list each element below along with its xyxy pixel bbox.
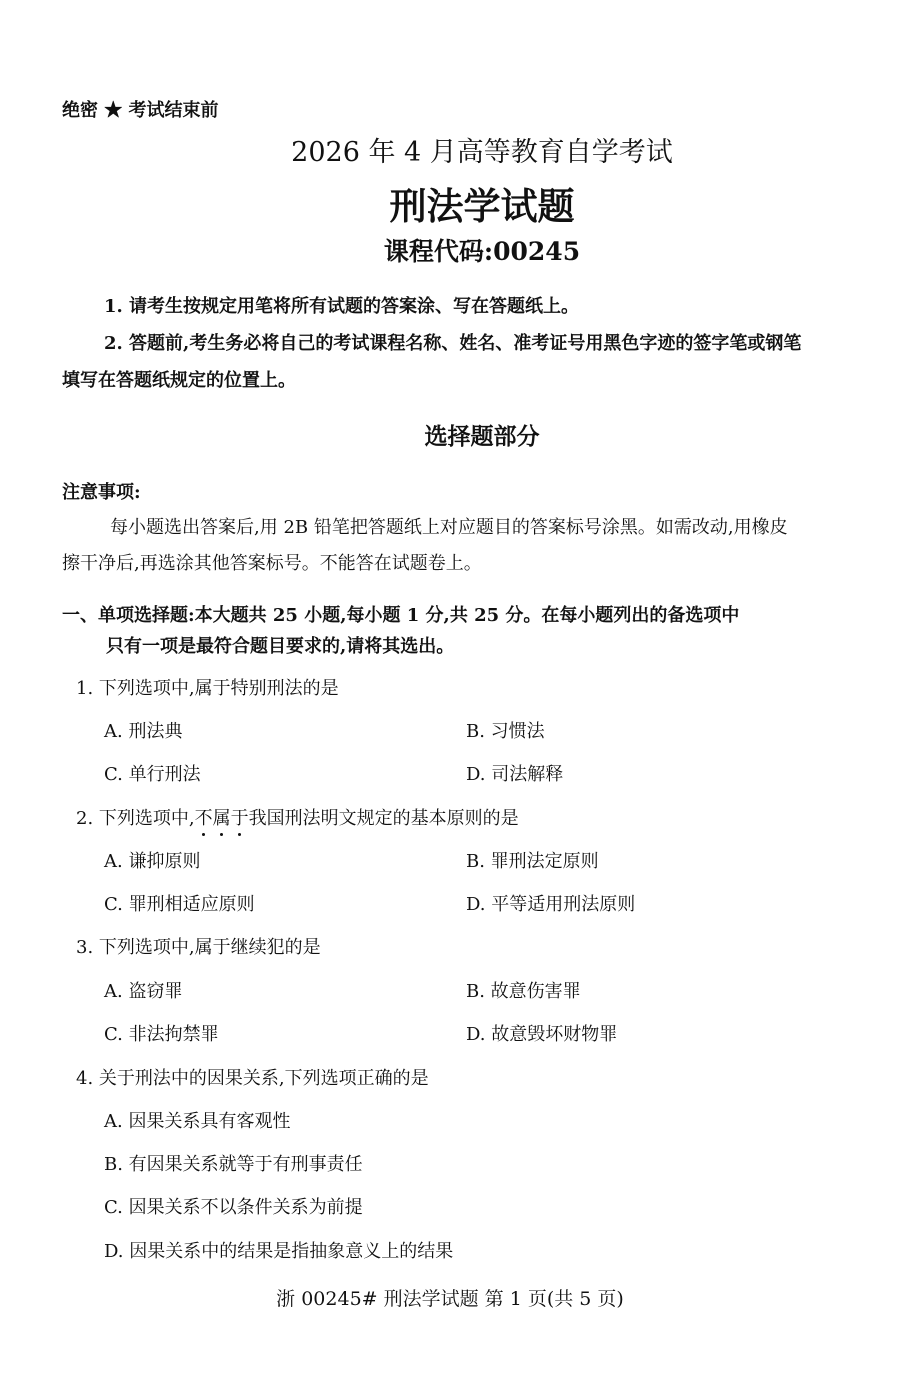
question-3-option-d: D. 故意毁坏财物罪 [466, 1024, 618, 1045]
confidential-label: 绝密 ★ 考试结束前 [62, 100, 219, 121]
question-1-option-c: C. 单行刑法 [104, 764, 201, 785]
emphasis-dot [238, 833, 241, 836]
instruction-2-line2: 填写在答题纸规定的位置上。 [62, 370, 296, 391]
question-2-option-c: C. 罪刑相适应原则 [104, 894, 255, 915]
question-1-stem: 1. 下列选项中,属于特别刑法的是 [76, 678, 339, 699]
part-one-heading-line2: 只有一项是最符合题目要求的,请将其选出。 [106, 636, 455, 657]
emphasis-char: 不 [195, 808, 213, 829]
question-2-stem-prefix: 2. 下列选项中, [76, 808, 195, 829]
notes-line-2: 擦干净后,再选涂其他答案标号。不能答在试题卷上。 [62, 553, 482, 574]
instruction-2-line1: 2. 答题前,考生务必将自己的考试课程名称、姓名、准考证号用黑色字迹的签字笔或钢笔 [104, 333, 802, 354]
question-1-option-d: D. 司法解释 [466, 764, 564, 785]
section-title: 选择题部分 [424, 423, 540, 450]
question-2-stem [76, 804, 519, 830]
question-4-stem: 4. 关于刑法中的因果关系,下列选项正确的是 [76, 1068, 429, 1089]
emphasis-dot [220, 833, 223, 836]
question-4-option-c: C. 因果关系不以条件关系为前提 [104, 1197, 363, 1218]
exam-title: 2026 年 4 月高等教育自学考试 [291, 137, 673, 168]
part-one-heading-line1: 一、单项选择题:本大题共 25 小题,每小题 1 分,共 25 分。在每小题列出的备选项中 [62, 605, 740, 626]
question-4-option-d: D. 因果关系中的结果是指抽象意义上的结果 [104, 1241, 454, 1262]
question-3-stem: 3. 下列选项中,属于继续犯的是 [76, 937, 321, 958]
notes-heading: 注意事项: [62, 482, 141, 503]
question-2-stem-suffix: 我国刑法明文规定的基本原则的是 [248, 808, 519, 829]
question-1-option-b: B. 习惯法 [466, 721, 545, 742]
course-code: 课程代码:00245 [383, 237, 581, 266]
question-3-option-b: B. 故意伤害罪 [466, 981, 581, 1002]
question-4-option-a: A. 因果关系具有客观性 [104, 1111, 291, 1132]
emphasis-char: 属 [213, 808, 231, 829]
question-4-option-b: B. 有因果关系就等于有刑事责任 [104, 1154, 363, 1175]
notes-line-1: 每小题选出答案后,用 2B 铅笔把答题纸上对应题目的答案标号涂黑。如需改动,用橡皮 [110, 517, 788, 538]
subject-title: 刑法学试题 [389, 184, 575, 228]
question-2-option-d: D. 平等适用刑法原则 [466, 894, 636, 915]
emphasis-char: 于 [231, 808, 249, 829]
question-1-option-a: A. 刑法典 [104, 721, 183, 742]
question-2-option-a: A. 谦抑原则 [104, 851, 201, 872]
question-2-option-b: B. 罪刑法定原则 [466, 851, 599, 872]
question-3-option-c: C. 非法拘禁罪 [104, 1024, 219, 1045]
question-3-option-a: A. 盗窃罪 [104, 981, 183, 1002]
instruction-1: 1. 请考生按规定用笔将所有试题的答案涂、写在答题纸上。 [104, 296, 580, 317]
page-footer: 浙 00245# 刑法学试题 第 1 页(共 5 页) [276, 1288, 624, 1310]
emphasis-dot [202, 833, 205, 836]
